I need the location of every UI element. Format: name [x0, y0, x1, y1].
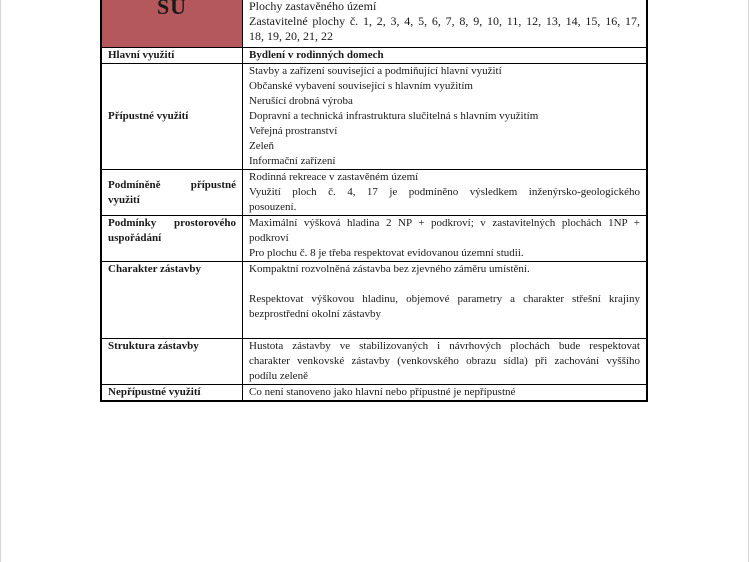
conditional-use-item: posouzení. [249, 201, 297, 213]
zone-description-line: Plochy zastavěného území [249, 0, 377, 13]
structure-text: charakter venkovské zástavby (venkovského obrazu sídla) při zachování vyššího [249, 355, 640, 367]
page-edge-left [0, 0, 1, 562]
character-row [101, 262, 647, 339]
conditional-use-label-word: využití [108, 193, 140, 206]
spatial-conditions-text: Pro plochu č. 8 je třeba respektovat evidovanou územní studii. [249, 247, 524, 259]
zone-code-cell [101, 0, 243, 48]
main-use-value: Bydlení v rodinných domech [243, 48, 648, 64]
allowed-use-row [101, 64, 647, 170]
spatial-conditions-label-line: Podmínky prostorového [108, 217, 236, 229]
allowed-use-item: Dopravní a technická infrastruktura slučitelná s hlavním využitím [249, 110, 539, 122]
zone-description-line: 18, 19, 20, 21, 22 [249, 29, 333, 43]
allowed-use-list [243, 64, 648, 170]
spatial-conditions-value [243, 216, 648, 262]
conditional-use-row [101, 170, 647, 216]
conditional-use-item: Rodinná rekreace v zastavěném území [249, 171, 419, 183]
allowed-use-item: Stavby a zařízení související a podmiňující hlavní využití [249, 65, 502, 77]
spatial-conditions-row [101, 216, 647, 262]
character-label: Charakter zástavby [101, 262, 243, 339]
conditional-use-label-word: přípustné [190, 178, 236, 191]
character-text: Kompaktní rozvolněná zástavba bez zjevného záměru umístění. [249, 263, 530, 275]
character-text: bezprostřední okolní zástavby [249, 308, 381, 320]
main-use-row [101, 48, 647, 64]
character-spacer [249, 277, 640, 292]
conditional-use-value [243, 170, 648, 216]
allowed-use-item: Veřejná prostranství [249, 125, 338, 137]
structure-value [243, 339, 648, 385]
main-use-label: Hlavní využití [101, 48, 243, 64]
zone-description-line: Zastavitelné plochy č. 1, 2, 3, 4, 5, 6, 7, 8, 9, 10, 11, 12, 13, 14, 15, 16, 17, [249, 14, 640, 28]
spatial-conditions-text: Maximální výšková hladina 2 NP + podkroví; v zastavitelných plochách 1NP + [249, 217, 640, 229]
structure-label: Struktura zástavby [101, 339, 243, 385]
forbidden-use-label: Nepřípustné využití [101, 385, 243, 402]
spatial-conditions-label-line: uspořádání [108, 232, 162, 244]
header-row [101, 0, 647, 48]
character-spacer [249, 322, 640, 337]
character-value [243, 262, 648, 339]
forbidden-use-value: Co není stanoveno jako hlavní nebo přípustné je nepřípustné [243, 385, 648, 402]
character-text: Respektovat výškovou hladinu, objemové parametry a charakter střešní krajiny [249, 293, 640, 305]
structure-text: podílu zeleně [249, 370, 308, 382]
structure-text: Hustota zástavby ve stabilizovaných i návrhových plochách bude respektovat [249, 340, 640, 352]
regulation-table [100, 0, 648, 402]
allowed-use-item: Zeleň [249, 140, 275, 152]
conditional-use-label [101, 170, 243, 216]
allowed-use-item: Občanské vybavení související s hlavním využitím [249, 80, 473, 92]
allowed-use-label: Přípustné využití [101, 64, 243, 170]
forbidden-use-row [101, 385, 647, 402]
conditional-use-label-line [108, 178, 236, 193]
conditional-use-item: Využití ploch č. 4, 17 je podmíněno výsledkem inženýrsko-geologického [249, 186, 640, 198]
spatial-conditions-text: podkroví [249, 232, 289, 244]
allowed-use-item: Informační zařízení [249, 155, 336, 167]
conditional-use-label-word: Podmíněně [108, 178, 161, 191]
zone-code: SU [156, 0, 188, 19]
structure-row [101, 339, 647, 385]
allowed-use-item: Nerušící drobná výroba [249, 95, 353, 107]
spatial-conditions-label [101, 216, 243, 262]
zone-description-cell [243, 0, 648, 48]
